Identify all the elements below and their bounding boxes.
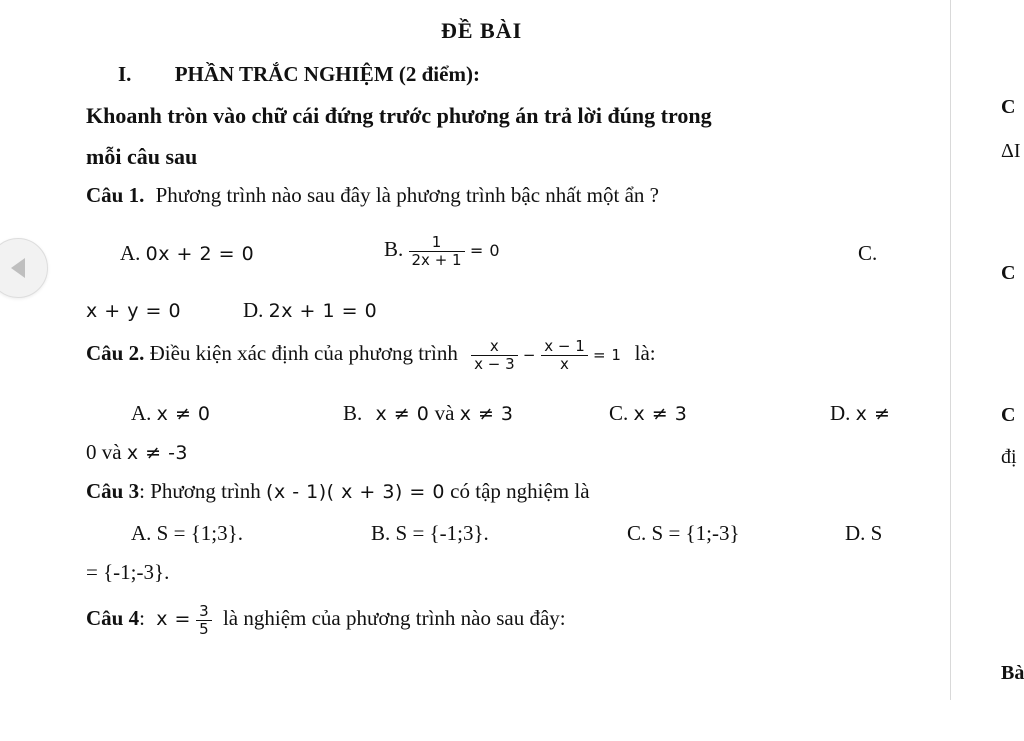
q2-option-a-expr: x ≠ 0 (156, 403, 211, 425)
preview-text-6: Bà (1001, 662, 1024, 684)
q1-option-b (384, 234, 500, 268)
q1-option-a (120, 241, 254, 266)
q3-option-a-label: A. (131, 521, 152, 545)
q1-option-d (243, 298, 377, 323)
q1-option-b-denominator: 2x + 1 (411, 250, 462, 269)
question-4-text: là nghiệm của phương trình nào sau đây: (222, 605, 566, 630)
q2-tail: là: (634, 340, 656, 365)
q2-minus: − (522, 345, 536, 364)
q2-fraction-1 (471, 338, 518, 372)
section-number: I. (118, 62, 132, 86)
q1-option-b-label: B. (384, 236, 404, 261)
preview-text-1: C (1001, 96, 1016, 118)
q3-option-b-expr: S = {-1;3}. (395, 521, 489, 545)
q2-fraction-1-numerator: x (471, 338, 518, 356)
q1-option-a-label: A. (120, 241, 141, 265)
q1-option-c-expr-line (86, 298, 181, 323)
q2-fraction-2-denominator: x (560, 354, 569, 373)
question-3-label: Câu 3 (86, 479, 140, 503)
q2-option-b-label: B. (343, 401, 363, 425)
question-3-expr: (x - 1)( x + 3) = 0 (266, 481, 445, 503)
previous-page-button[interactable] (0, 238, 48, 298)
q3-option-d-continuation: = {-1;-3}. (86, 560, 170, 584)
q2-option-d (830, 401, 890, 426)
q2-option-c-label: C. (609, 401, 629, 425)
bottom-strip (0, 700, 1024, 741)
section-heading (118, 62, 480, 87)
arrow-left-icon (11, 258, 25, 278)
q3-option-a (131, 521, 243, 546)
q1-option-b-numerator: 1 (409, 234, 465, 252)
question-4-label: Câu 4 (86, 605, 140, 630)
question-4-x-equals: x = (156, 607, 191, 630)
preview-text-5: đị (1001, 446, 1017, 468)
q3-option-c (627, 521, 740, 546)
question-3-text-pre: : Phương trình (139, 479, 261, 503)
q1-option-b-fraction (409, 234, 465, 268)
question-1-label: Câu 1. (86, 183, 145, 207)
q3-option-b-label: B. (371, 521, 391, 545)
question-2 (86, 338, 656, 372)
q3-option-b (371, 521, 489, 546)
q2-fraction-2 (541, 338, 588, 372)
q2-option-c-expr: x ≠ 3 (633, 403, 688, 425)
q2-option-d-label: D. (830, 401, 851, 425)
q3-option-c-label: C. (627, 521, 647, 545)
instruction-line-1: Khoanh tròn vào chữ cái đứng trước phương án trả lời đúng trong (86, 103, 712, 128)
question-4 (86, 603, 566, 637)
q2-option-b-expr-1: x ≠ 0 (375, 403, 430, 425)
q2-option-d-continuation (86, 440, 188, 465)
instruction-line-2: mỗi câu sau (86, 144, 198, 169)
question-4-colon: : (139, 605, 145, 630)
q1-option-c-label: C. (858, 241, 878, 265)
q2-fraction-2-numerator: x − 1 (541, 338, 588, 356)
q1-option-b-rest: = 0 (469, 240, 501, 260)
q3-option-d: D. S (845, 521, 883, 545)
q2-option-b-and: và (434, 401, 455, 425)
q2-option-c (609, 401, 687, 426)
question-2-label: Câu 2. (86, 340, 145, 365)
q1-option-c-expr: x + y = 0 (86, 300, 182, 322)
question-2-text: Điều kiện xác định của phương trình (149, 340, 458, 365)
q1-option-d-expr: 2x + 1 = 0 (268, 300, 378, 322)
q1-option-a-expr: 0x + 2 = 0 (145, 243, 255, 265)
question-3-text-post: có tập nghiệm là (450, 479, 590, 503)
question-4-fraction (196, 603, 212, 637)
question-4-numerator: 3 (196, 603, 212, 621)
q2-option-b (343, 401, 514, 426)
q3-option-c-expr: S = {1;-3} (651, 521, 740, 545)
q3-option-a-expr: S = {1;3}. (156, 521, 243, 545)
q2-option-d-expr-1: x ≠ (855, 403, 891, 425)
q2-equals-one: = 1 (593, 345, 622, 364)
q2-option-d-cont-text: 0 và (86, 440, 122, 464)
q2-fraction-1-denominator: x − 3 (474, 354, 515, 373)
q2-option-a (131, 401, 211, 426)
question-3 (86, 479, 590, 504)
q1-option-d-label: D. (243, 298, 264, 322)
section-text: PHẦN TRẮC NGHIỆM (2 điểm): (174, 62, 480, 86)
next-page-preview (951, 0, 1024, 741)
question-1 (86, 183, 659, 208)
q2-option-d-expr-2: x ≠ -3 (126, 442, 189, 464)
question-4-denominator: 5 (199, 619, 209, 638)
preview-text-3: C (1001, 262, 1016, 284)
preview-text-4: C (1001, 404, 1016, 426)
preview-text-2: ΔI (1001, 140, 1021, 162)
question-1-text: Phương trình nào sau đây là phương trình bậc nhất một ẩn ? (155, 183, 659, 207)
q2-option-b-expr-2: x ≠ 3 (459, 403, 514, 425)
q2-option-a-label: A. (131, 401, 152, 425)
exam-title: ĐỀ BÀI (441, 18, 523, 43)
